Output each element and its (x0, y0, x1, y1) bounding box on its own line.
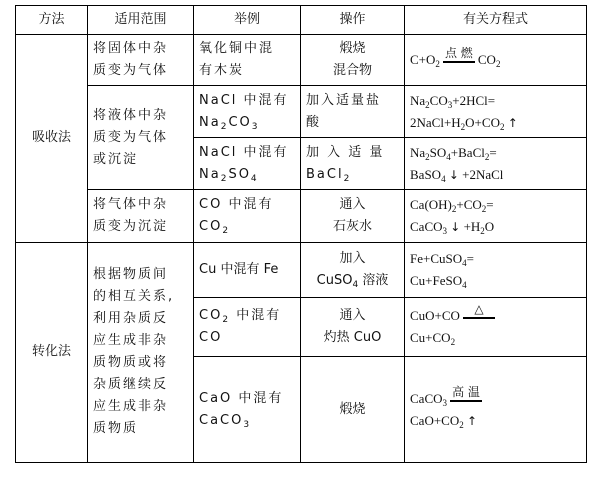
eq-part: Fe+CuSO (410, 250, 463, 266)
scope-line: 根据物质间 (93, 267, 169, 283)
operation-cell (301, 242, 405, 297)
scope-line: 将固体中杂 (93, 40, 169, 56)
header-equation: 有关方程式 (405, 6, 587, 35)
eq-part: Na (410, 144, 426, 160)
gas-arrow-icon: ↑ (466, 413, 478, 428)
scope-line: 将气体中杂 (93, 196, 169, 212)
scope-cell (88, 34, 194, 86)
example-line (199, 216, 295, 238)
formula-part: SO (228, 166, 251, 182)
example-cell (194, 297, 301, 356)
eq-sub: 4 (441, 173, 446, 184)
operation-cell (301, 86, 405, 138)
eq-sub: 2 (222, 225, 231, 236)
eq-line (410, 216, 581, 238)
eq-part: 2NaCl+H (410, 114, 461, 130)
eq-part: = (486, 196, 494, 212)
reaction-condition (440, 47, 478, 63)
eq-sub: 4 (250, 173, 259, 184)
chemistry-table (15, 5, 587, 463)
eq-line (410, 90, 581, 112)
eq-part: +CO (456, 196, 482, 212)
header-operation: 操作 (301, 6, 405, 35)
formula-part: CaCO (199, 412, 244, 428)
eq-line (410, 327, 581, 349)
eq-part: +BaCl (450, 144, 485, 160)
eq-sub: 2 (435, 58, 440, 69)
condition-text: 点 燃 (444, 45, 473, 60)
scope-line: 应生成非杂 (93, 333, 169, 349)
eq-part: Cu+FeSO (410, 272, 463, 288)
example-line: NaCl 中混有 (199, 92, 289, 108)
header-scope: 适用范围 (88, 6, 194, 35)
equals-line (463, 317, 495, 319)
eq-line (410, 384, 581, 410)
eq-part: Na (410, 92, 426, 108)
eq-part: +H (463, 218, 481, 234)
eq-part: +2HCl= (452, 92, 496, 108)
eq-part: BaSO (410, 166, 442, 182)
eq-sub: 2 (220, 173, 229, 184)
eq-part: CaO+CO (410, 412, 460, 428)
eq-sub: 2 (425, 151, 430, 162)
scope-line: 质变为气体 (93, 62, 169, 78)
header-method: 方法 (16, 6, 88, 35)
scope-line: 利用杂质反 (93, 311, 169, 327)
eq-sub: 2 (495, 58, 501, 69)
eq-part: CaCO (410, 390, 443, 406)
table-row (16, 190, 587, 243)
formula-part: Na (199, 114, 221, 130)
condition-text: 高 温 (452, 384, 480, 399)
operation-line: 石灰水 (332, 218, 372, 234)
eq-line (410, 142, 581, 164)
table-row (16, 86, 587, 138)
eq-sub: 2 (450, 337, 456, 348)
eq-sub: 2 (499, 121, 505, 132)
operation-cell (301, 297, 405, 356)
equals-line (450, 400, 482, 402)
operation-line: 混合物 (332, 62, 372, 78)
precipitate-arrow-icon: ↓ (448, 167, 459, 182)
operation-line (306, 164, 399, 186)
eq-part: = (489, 144, 497, 160)
scope-line: 将液体中杂 (93, 107, 169, 123)
formula-part: CO (199, 218, 223, 234)
equation-cell (405, 190, 587, 243)
method-absorption: 吸收法 (16, 34, 88, 242)
gas-arrow-icon: ↑ (507, 115, 518, 130)
precipitate-arrow-icon: ↓ (450, 219, 461, 234)
formula-part: Na (199, 166, 221, 182)
example-line: CaO 中混有 (199, 390, 284, 406)
table-row (16, 34, 587, 86)
operation-line: 酸 (306, 114, 322, 130)
operation-line: 加入适量盐 (306, 92, 382, 108)
eq-sub: 4 (462, 279, 467, 290)
header-row (16, 6, 587, 35)
example-line (199, 410, 295, 432)
eq-sub: 3 (442, 225, 447, 236)
table-row (16, 242, 587, 297)
scope-line: 应生成非杂 (93, 399, 169, 415)
eq-part: = (466, 250, 474, 266)
example-line: NaCl 中混有 (199, 144, 289, 160)
operation-line: 加入 (339, 250, 366, 266)
eq-sub: 4 (446, 151, 451, 162)
operation-line: 加 入 适 量 (306, 144, 385, 160)
eq-part: SO (429, 144, 447, 160)
scope-line: 质变为气体 (93, 129, 169, 145)
example-line: 有木炭 (199, 62, 245, 78)
eq-part: O+CO (465, 114, 500, 130)
scope-line: 或沉淀 (93, 151, 139, 167)
eq-sub: 2 (480, 225, 485, 236)
heat-triangle-icon: △ (474, 302, 484, 317)
scope-line: 质变为沉淀 (93, 218, 169, 234)
eq-part: C+O (410, 51, 436, 67)
scope-line: 质物质 (93, 421, 139, 437)
eq-sub: 4 (352, 279, 359, 290)
eq-sub: 2 (222, 315, 231, 326)
scope-line: 杂质继续反 (93, 377, 169, 393)
eq-sub: 2 (481, 203, 487, 214)
scope-line: 的相互关系, (93, 289, 175, 305)
method-conversion: 转化法 (16, 242, 88, 462)
eq-sub: 2 (425, 99, 430, 110)
eq-line (410, 164, 581, 186)
eq-line (410, 112, 581, 134)
equation-cell (405, 86, 587, 138)
formula-part: BaCl (306, 166, 344, 182)
scope-cell (88, 190, 194, 243)
equals-line (443, 61, 475, 63)
formula-part: 溶液 (362, 272, 389, 288)
eq-part: +2NaCl (462, 166, 504, 182)
eq-sub: 2 (459, 419, 464, 430)
example-cell (194, 86, 301, 138)
eq-part: CO (429, 92, 448, 108)
eq-line (410, 302, 581, 327)
operation-cell (301, 138, 405, 190)
example-cell: Cu 中混有 Fe (194, 242, 301, 297)
eq-sub: 2 (451, 203, 457, 214)
scope-line: 质物质或将 (93, 355, 169, 371)
operation-line: 通入 (339, 308, 366, 324)
eq-sub: 3 (447, 99, 453, 110)
formula-part: CO (199, 308, 223, 324)
operation-cell (301, 34, 405, 86)
example-line: CO (199, 330, 223, 346)
equation-cell (405, 242, 587, 297)
eq-sub: 2 (460, 121, 466, 132)
operation-line (306, 270, 399, 292)
example-line (199, 305, 295, 327)
example-line: 氧化铜中混 (199, 40, 275, 56)
equation-cell (405, 297, 587, 356)
equation-cell (405, 357, 587, 463)
header-example: 举例 (194, 6, 301, 35)
formula-part: CO (228, 114, 252, 130)
eq-sub: 3 (251, 121, 260, 132)
operation-line: 灼热 CuO (323, 330, 382, 346)
eq-line (410, 270, 581, 292)
operation-line: 通入 (339, 196, 366, 212)
eq-sub: 2 (220, 121, 229, 132)
eq-part: CaCO (410, 218, 443, 234)
equation-cell (405, 34, 587, 86)
example-cell (194, 190, 301, 243)
eq-part: O (484, 218, 495, 234)
example-line: CO 中混有 (199, 196, 274, 212)
eq-sub: 2 (343, 173, 352, 184)
eq-line (410, 248, 581, 270)
formula-part: 中混有 (236, 308, 282, 324)
eq-sub: 2 (484, 151, 490, 162)
scope-cell (88, 242, 194, 462)
reaction-condition (447, 386, 485, 402)
operation-cell (301, 190, 405, 243)
eq-sub: 3 (442, 397, 447, 408)
eq-sub: 4 (462, 257, 467, 268)
operation-line: 煅烧 (339, 40, 366, 56)
operation-cell: 煅烧 (301, 357, 405, 463)
example-cell (194, 34, 301, 86)
eq-part: Cu+CO (410, 330, 451, 346)
equation-cell (405, 138, 587, 190)
eq-part: CO (477, 51, 496, 67)
example-cell (194, 138, 301, 190)
eq-part: Ca(OH) (410, 196, 452, 212)
example-line (199, 164, 295, 186)
eq-part: CuO+CO (410, 308, 460, 324)
eq-line (410, 410, 581, 432)
eq-sub: 3 (243, 419, 252, 430)
reaction-condition (460, 303, 498, 319)
example-cell (194, 357, 301, 463)
example-line (199, 112, 295, 134)
formula-part: CuSO (316, 272, 353, 288)
scope-cell (88, 86, 194, 190)
eq-line (410, 194, 581, 216)
